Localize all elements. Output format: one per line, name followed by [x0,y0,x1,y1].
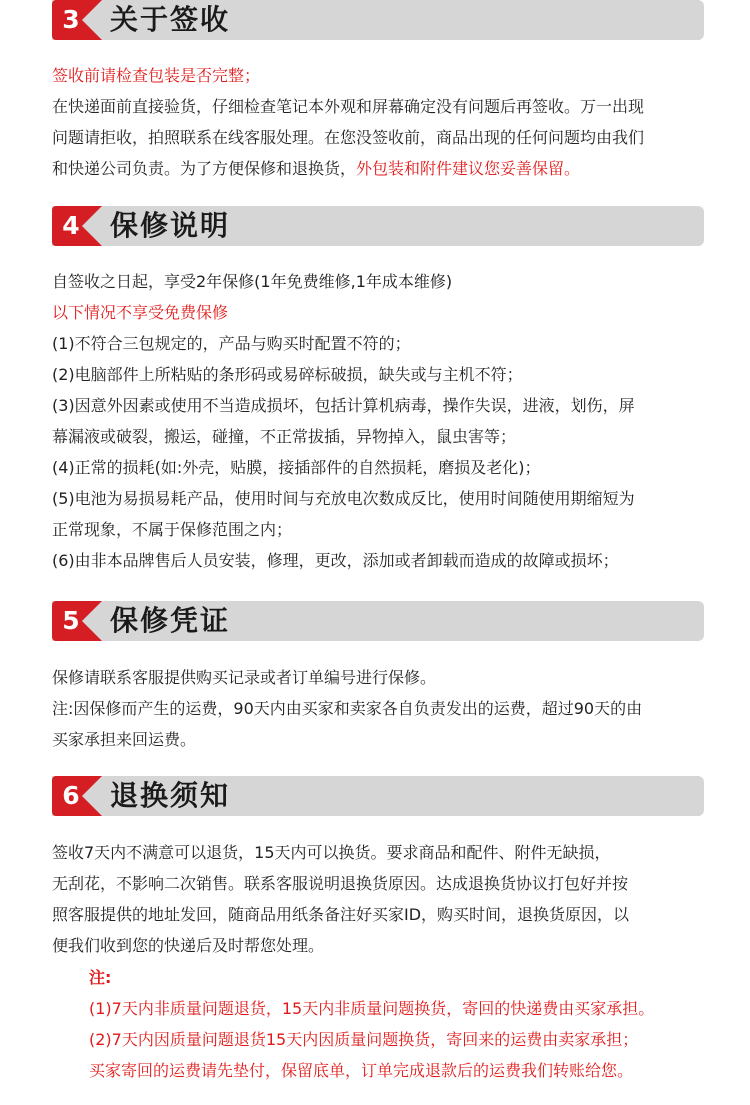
section-6-header [52,776,704,816]
text-line: (1)不符合三包规定的，产品与购买时配置不符的； [52,334,411,353]
chevron-icon [82,601,102,641]
text-line: 问题请拒收，拍照联系在线客服处理。在您没签收前，商品出现的任何问题均由我们 [52,128,645,147]
text-segment: 和快递公司负责。为了方便保修和退换货， [52,159,357,178]
text-line: 签收7天内不满意可以退货，15天内可以换货。要求商品和配件、附件无缺损， [52,843,611,862]
section-6-notes [89,962,714,1086]
text-line: 自签收之日起，享受2年保修(1年免费维修,1年成本维修) [52,272,453,291]
section-title: 保修说明 [110,209,231,242]
chevron-icon [82,0,102,40]
text-line: (6)由非本品牌售后人员安装，修理，更改，添加或者卸载而造成的故障或损坏； [52,551,619,570]
text-line: 正常现象，不属于保修范围之内； [52,520,293,539]
text-line: 买家承担来回运费。 [52,730,197,749]
text-line: 幕漏液或破裂，搬运，碰撞，不正常拔插，异物掉入，鼠虫害等； [52,427,517,446]
text-line: 注:因保修而产生的运费，90天内由买家和卖家各自负责发出的运费，超过90天的由 [52,699,643,718]
section-5-header [52,601,704,641]
highlighted-text: 外包装和附件建议您妥善保留。 [356,159,581,178]
section-title: 退换须知 [110,779,231,812]
text-line: (5)电池为易损易耗产品，使用时间与充放电次数成反比，使用时间随使用期缩短为 [52,489,635,508]
section-number: 3 [62,5,80,34]
text-line: 便我们收到您的快递后及时帮您处理。 [52,936,325,955]
text-line: 签收前请检查包装是否完整； [52,66,261,85]
text-line: 无刮花，不影响二次销售。联系客服说明退换货原因。达成退换货协议打包好并按 [52,874,629,893]
text-line: 保修请联系客服提供购买记录或者订单编号进行保修。 [52,668,437,687]
chevron-icon [82,776,102,816]
section-number: 5 [62,606,80,635]
text-line: 以下情况不享受免费保修 [52,303,229,322]
section-3-header [52,0,704,40]
section-3-body [52,60,708,184]
text-line: 照客服提供的地址发回，随商品用纸条备注好买家ID，购买时间，退换货原因，以 [52,905,630,924]
text-line: 在快递面前直接验货，仔细检查笔记本外观和屏幕确定没有问题后再签收。万一出现 [52,97,645,116]
section-number: 6 [62,781,80,810]
section-title: 关于签收 [110,3,231,36]
section-number: 4 [62,211,80,240]
section-5-body [52,662,708,755]
chevron-icon [82,206,102,246]
text-line: (4)正常的损耗(如:外壳，贴膜，接插部件的自然损耗，磨损及老化)； [52,458,541,477]
note-line: (1)7天内非质量问题退货，15天内非质量问题换货，寄回的快递费由买家承担。 [89,999,655,1018]
text-line: (3)因意外因素或使用不当造成损坏，包括计算机病毒，操作失误，进液，划伤，屏 [52,396,635,415]
note-line: (2)7天内因质量问题退货15天内因质量问题换货，寄回来的运费由卖家承担； [89,1030,639,1049]
section-6-body [52,837,708,961]
text-line [52,153,708,184]
section-4-header [52,206,704,246]
note-heading: 注: [89,968,112,987]
note-line: 买家寄回的运费请先垫付，保留底单，订单完成退款后的运费我们转账给您。 [89,1061,634,1080]
section-4-body [52,266,708,576]
section-title: 保修凭证 [110,604,231,637]
text-line: (2)电脑部件上所粘贴的条形码或易碎标破损，缺失或与主机不符； [52,365,523,384]
